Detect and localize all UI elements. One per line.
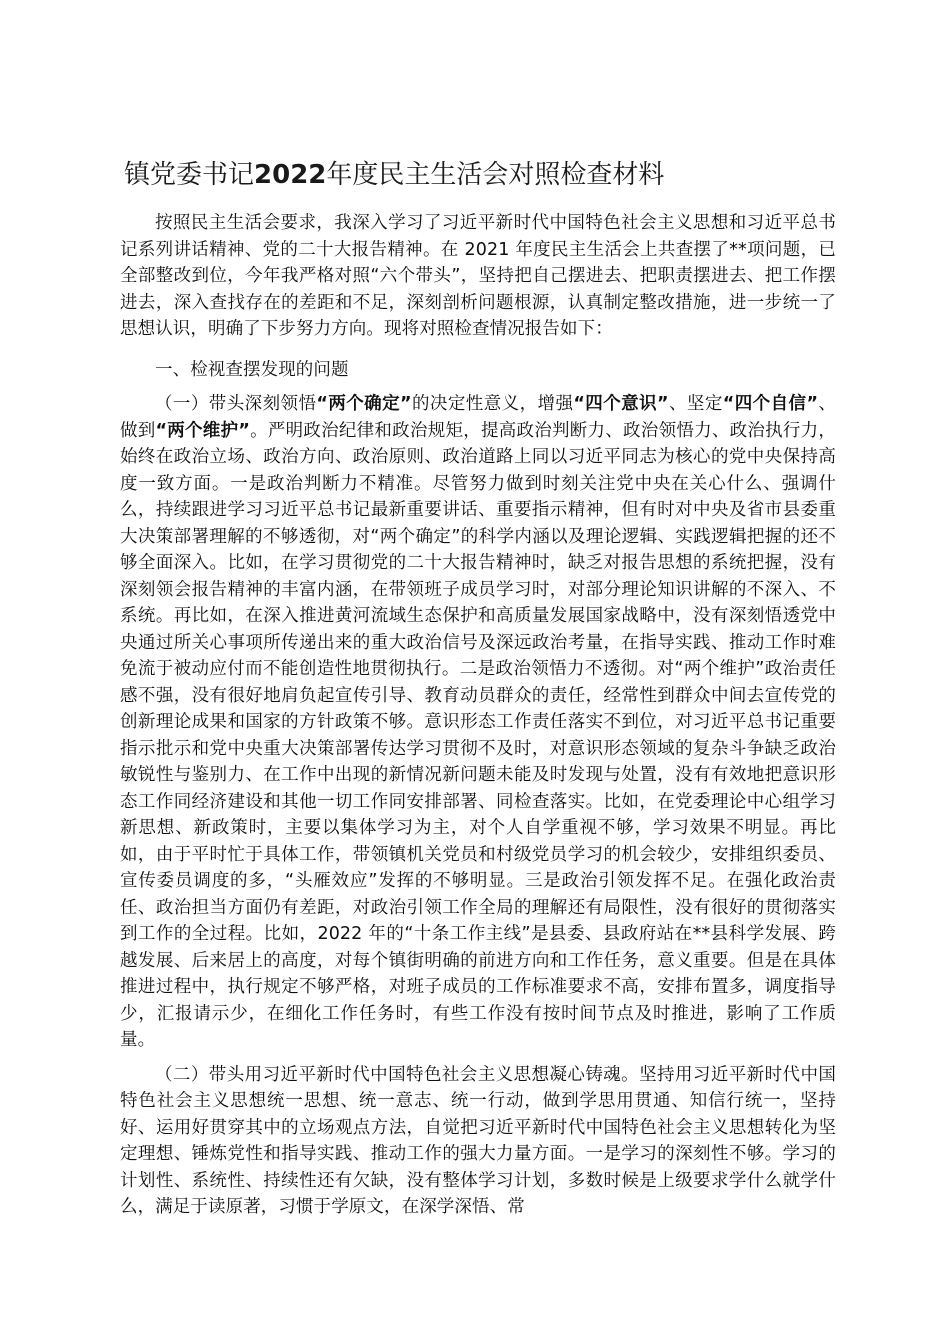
item-1-lead-a: （一）带头深刻领悟	[155, 394, 317, 414]
item-2-paragraph: （二）带头用习近平新时代中国特色社会主义思想凝心铸魂。坚持用习近平新时代中国特色社会主义思想统一思想、统一意志、统一行动，做到学思用贯通、知信行统一，坚持好、运用好贯穿其中的立场观点方法，自觉把习近平新时代中国特色社会主义思想转化为坚定理想、锤炼党性和指导实践、推动工作的强大力量方面。一是学习的深刻性不够。学习的计划性、系统性、持续性还有欠缺，没有整体学习计划，多数时候是上级要求学什么就学什么，满足于读原著，习惯于学原文，在深学深悟、常	[120, 1064, 836, 1217]
item-1-lead-b: 的决定性意义，增强	[411, 394, 574, 414]
item-1-lead-d: 、做到	[120, 394, 836, 441]
title-prefix: 镇党委书记	[124, 160, 255, 190]
document-title	[124, 150, 836, 200]
document-page	[120, 150, 836, 1229]
item-1-lead-c: 、坚定	[668, 394, 723, 414]
item-1-lead-e: 。	[249, 420, 268, 441]
item-1-body: 严明政治纪律和政治规矩，提高政治判断力、政治领悟力、政治执行力，始终在政治立场、政治方向、政治原则、政治道路上同以习近平同志为核心的党中央保持高度一致方面。一是政治判断力不精准。尽管努力做到时刻关注党中央在关心什么、强调什么，持续跟进学习习近平总书记最新重要讲话、重要指示精神，但有时对中央及省市县委重大决策部署理解的不够透彻，对“两个确定”的科学内涵以及理论逻辑、实践逻辑把握的还不够全面深入。比如，在学习贯彻党的二十大报告精神时，缺乏对报告思想的系统把握，没有深刻领会报告精神的丰富内涵，在带领班子成员学习时，对部分理论知识讲解的不深入、不系统。再比如，在深入推进黄河流域生态保护和高质量发展国家战略中，没有深刻悟透党中央通过所关心事项所传递出来的重大政治信号及深远政治考量，在指导实践、推动工作时难免流于被动应付而不能创造性地贯彻执行。二是政治领悟力不透彻。对“两个维护”政治责任感不强，没有很好地肩负起宣传引导、教育动员群众的责任，经常性到群众中间去宣传党的创新理论成果和国家的方针政策不够。意识形态工作责任落实不到位，对习近平总书记重要指示批示和党中央重大决策部署传达学习贯彻不及时，对意识形态领域的复杂斗争缺乏政治敏锐性与鉴别力、在工作中出现的新情况新问题未能及时发现与处置，没有有效地把意识形态工作同经济建设和其他一切工作同安排部署、同检查落实。比如，在党委理论中心组学习新思想、新政策时，主要以集体学习为主，对个人自学重视不够，学习效果不明显。再比如，由于平时忙于具体工作，带领镇机关党员和村级党员学习的机会较少，安排组织委员、宣传委员调度的多，“头雁效应”发挥的不够明显。三是政治引领发挥不足。在强化政治责任、政治担当方面仍有差距，对政治引领工作全局的理解还有局限性，没有很好的贯彻落实到工作的全过程。比如，2022 年的“十条工作主线”是县委、县政府站在**县科学发展、跨越发展、后来居上的高度，对每个镇街明确的前进方向和工作任务，意义重要。但是在具体推进过程中，执行规定不够严格，对班子成员的工作标准要求不高，安排布置多，调度指导少，汇报请示少，在细化工作任务时，有些工作没有按时间节点及时推进，影响了工作质量。	[120, 420, 836, 1050]
title-suffix: 年度民主生活会对照检查材料	[326, 160, 665, 190]
item-1-bold-3: “四个自信”	[722, 394, 819, 414]
section-heading-1: 一、检视查摆发现的问题	[155, 359, 349, 380]
item-1-bold-2: “四个意识”	[573, 394, 669, 414]
item-1-bold-4: “两个维护”	[155, 420, 250, 441]
item-1-bold-1: “两个确定”	[316, 394, 412, 414]
title-year: 2022	[254, 160, 327, 190]
intro-paragraph: 按照民主生活会要求，我深入学习了习近平新时代中国特色社会主义思想和习近平总书记系列讲话精神、党的二十大报告精神。在 2021 年度民主生活会上共查摆了**项问题，已全部整改到位，今年我严格对照“六个带头”，坚持把自己摆进去、把职责摆进去、把工作摆进去，深入查找存在的差距和不足，深刻剖析问题根源，认真制定整改措施，进一步统一了思想认识，明确了下步努力方向。现将对照检查情况报告如下：	[120, 213, 836, 339]
item-1-paragraph	[120, 391, 836, 1054]
